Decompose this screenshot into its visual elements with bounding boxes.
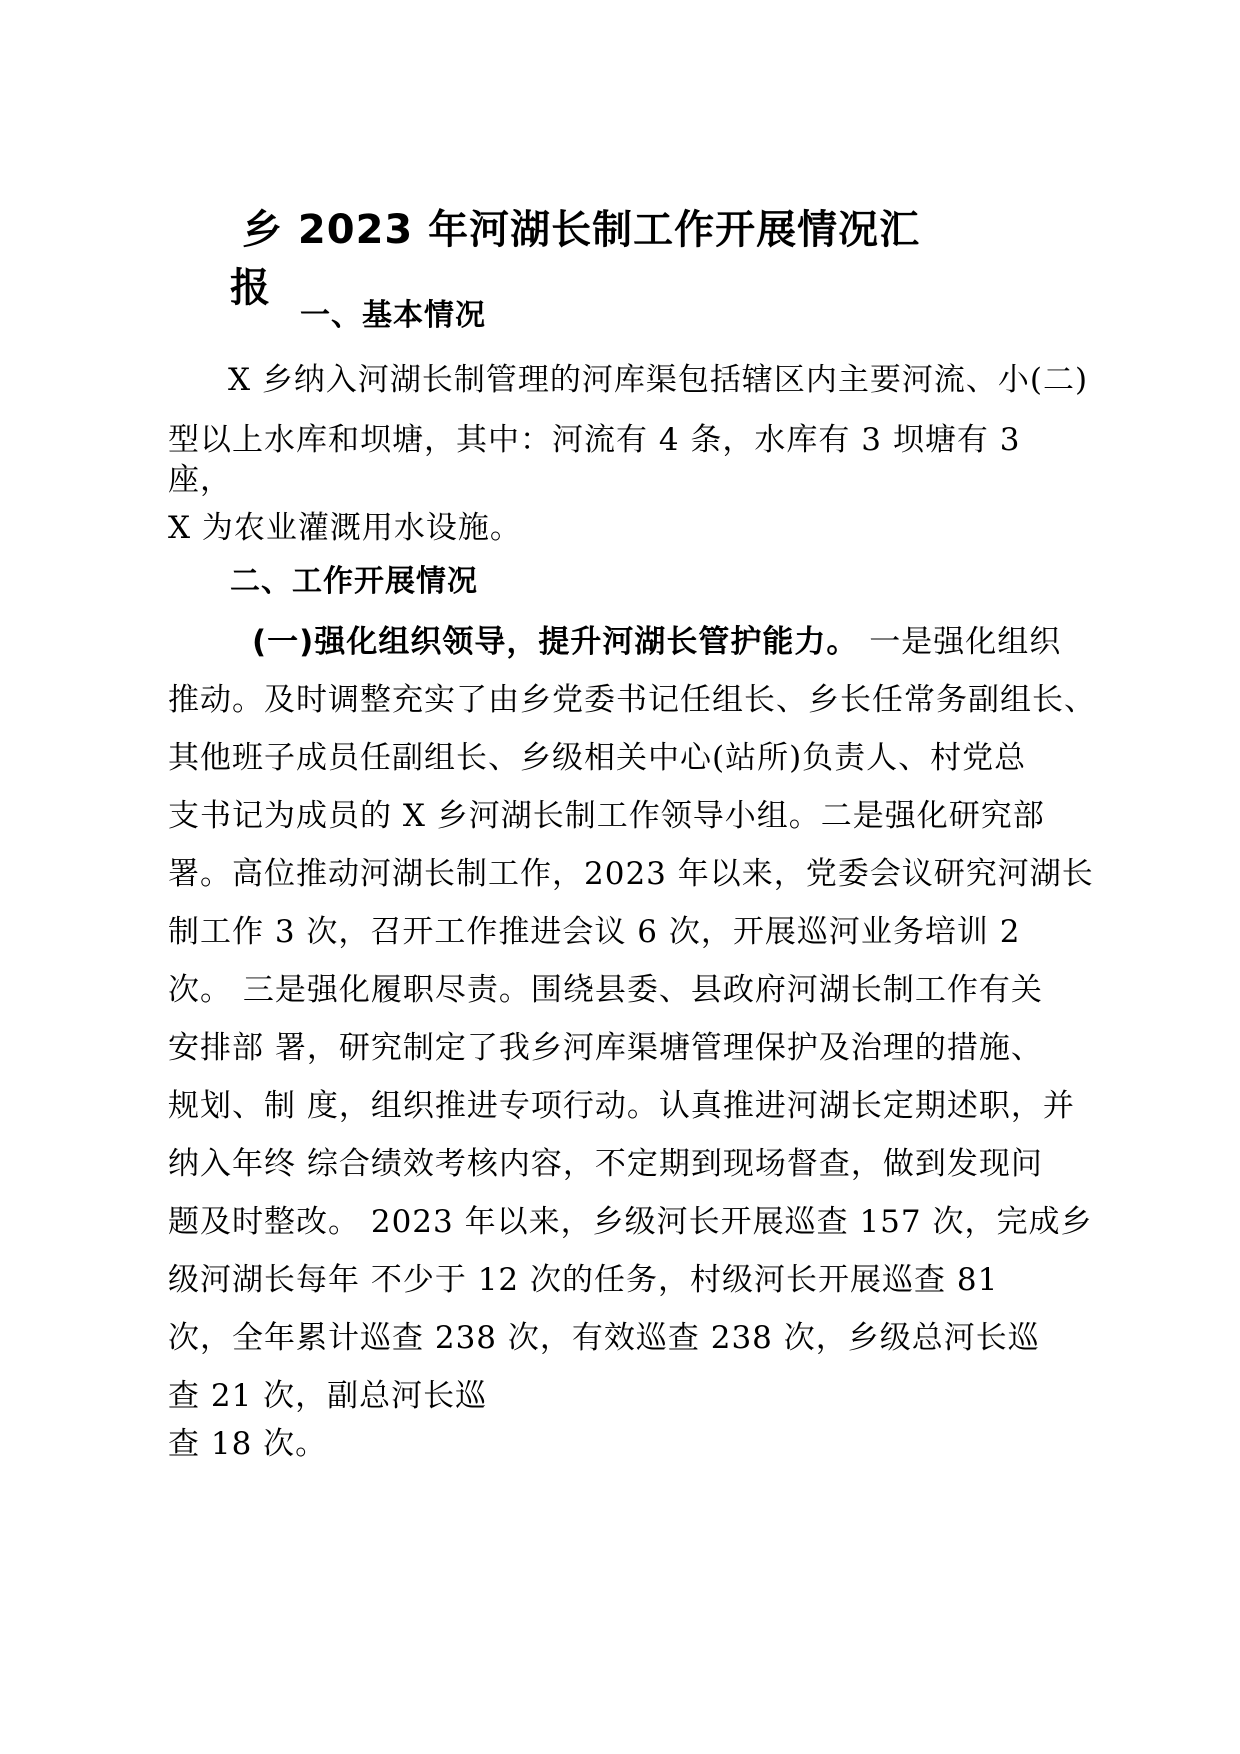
- paragraph-line: X 乡纳入河湖长制管理的河库渠包括辖区内主要河流、小(二): [228, 362, 1089, 398]
- paragraph-line: 制工作 3 次，召开工作推进会议 6 次，开展巡河业务培训 2: [168, 914, 1021, 950]
- paragraph-line: 座，: [168, 462, 232, 498]
- paragraph-line: X 为农业灌溉用水设施。: [168, 510, 522, 546]
- section-heading-basic-situation: 一、基本情况: [300, 298, 486, 333]
- paragraph-line: 纳入年终 综合绩效考核内容，不定期到现场督查，做到发现问: [168, 1146, 1043, 1182]
- paragraph-line: 署。高位推动河湖长制工作，2023 年以来，党委会议研究河湖长: [168, 856, 1094, 892]
- section-heading-work-progress: 二、工作开展情况: [230, 564, 478, 599]
- paragraph-line: 查 18 次。: [168, 1426, 328, 1462]
- paragraph-inline-text: 一是强化组织: [858, 624, 1062, 660]
- paragraph-line: 支书记为成员的 X 乡河湖长制工作领导小组。二是强化研究部: [168, 798, 1045, 834]
- subsection-first-line: [252, 622, 1061, 662]
- paragraph-line: 规划、制 度，组织推进专项行动。认真推进河湖长定期述职，并: [168, 1088, 1075, 1124]
- paragraph-line: 查 21 次，副总河长巡: [168, 1378, 488, 1414]
- paragraph-line: 推动。及时调整充实了由乡党委书记任组长、乡长任常务副组长、: [168, 682, 1096, 718]
- paragraph-line: 级河湖长每年 不少于 12 次的任务，村级河长开展巡查 81: [168, 1262, 999, 1298]
- paragraph-line: 题及时整改。 2023 年以来，乡级河长开展巡查 157 次，完成乡: [168, 1204, 1093, 1240]
- document-title-line-1: 乡 2023 年河湖长制工作开展情况汇: [242, 207, 921, 253]
- paragraph-line: 安排部 署，研究制定了我乡河库渠塘管理保护及治理的措施、: [168, 1030, 1043, 1066]
- paragraph-line: 型以上水库和坝塘，其中：河流有 4 条，水库有 3 坝塘有 3: [168, 422, 1021, 458]
- document-title-line-2: 报: [230, 265, 271, 311]
- paragraph-line: 其他班子成员任副组长、乡级相关中心(站所)负责人、村党总: [168, 740, 1027, 776]
- subsection-heading: (一)强化组织领导，提升河湖长管护能力。: [252, 624, 859, 660]
- paragraph-line: 次。 三是强化履职尽责。围绕县委、县政府河湖长制工作有关: [168, 972, 1043, 1008]
- paragraph-line: 次，全年累计巡查 238 次，有效巡查 238 次，乡级总河长巡: [168, 1320, 1040, 1356]
